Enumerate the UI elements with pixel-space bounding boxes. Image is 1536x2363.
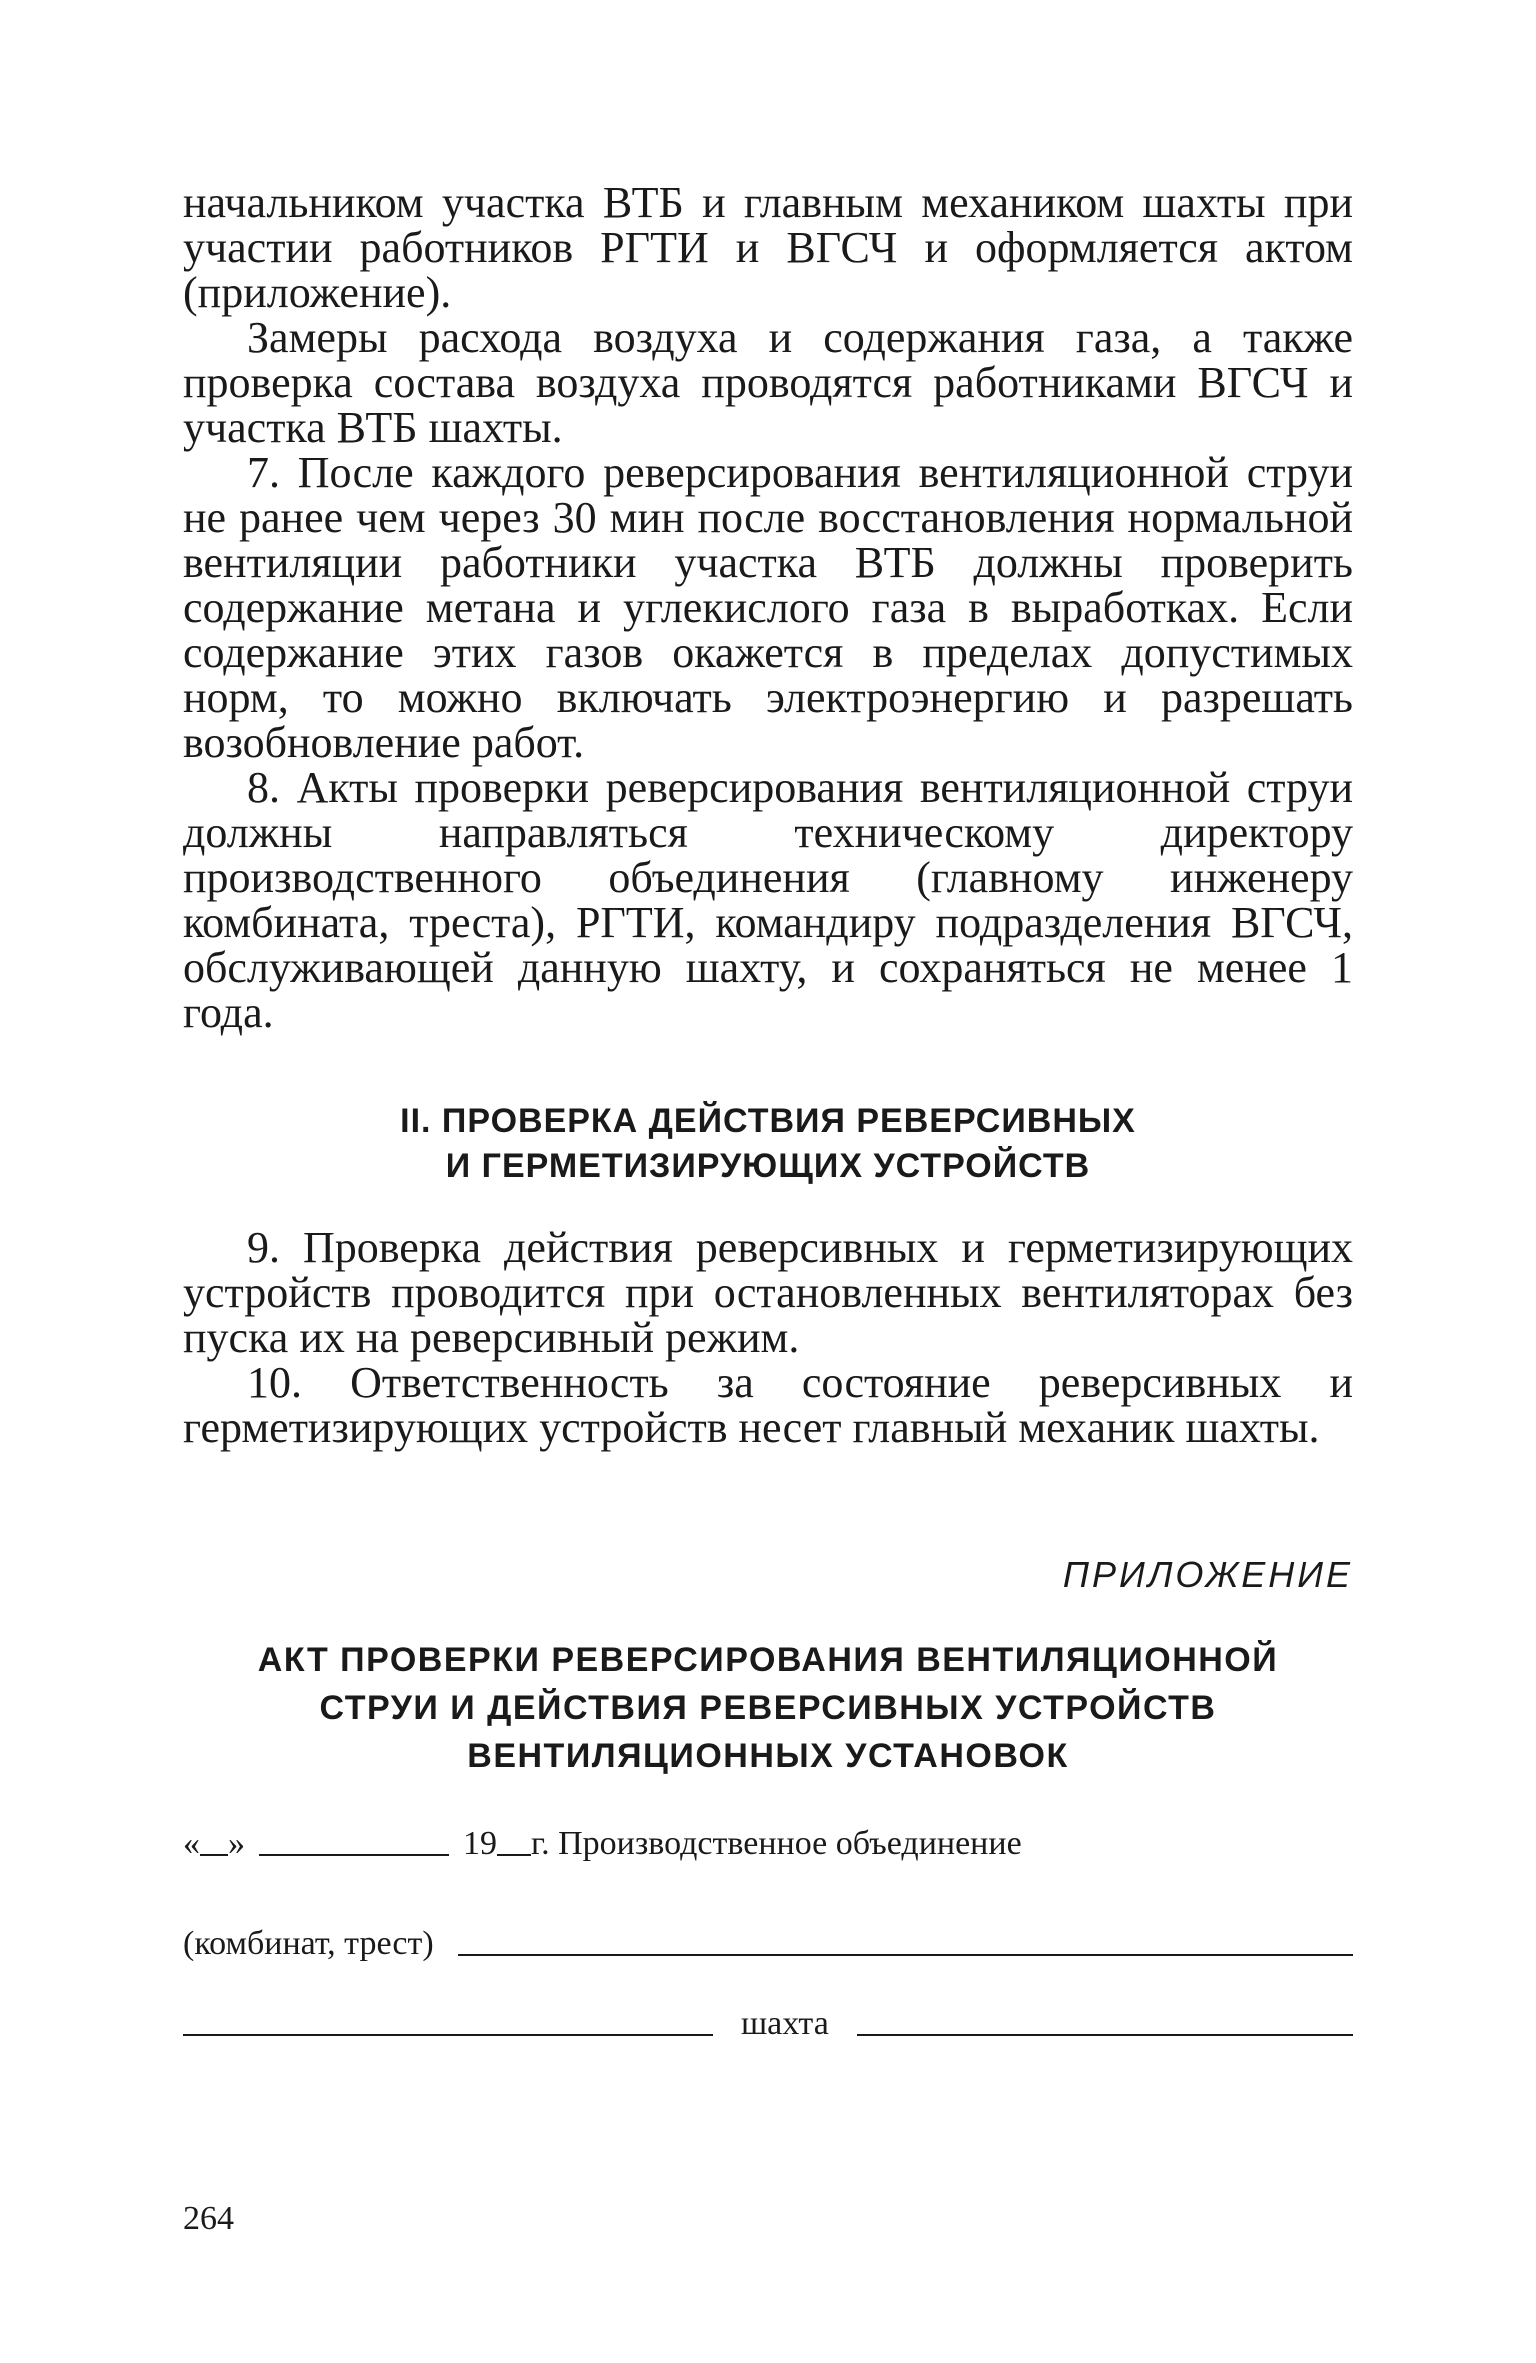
combine-trust-label: (комбинат, трест) (183, 1925, 434, 1962)
body-paragraph-item-7: 7. После каждого реверсирования вентиляционной струи не ранее чем через 30 мин после восстановления нормальной вентиляции работники участка ВТБ должны проверить содержание метана и углекислого газа в выработках. Если содержание этих газов окажется в пределах допустимых норм, то можно включать электроэнергию и разрешать возобновление работ. (183, 448, 1353, 767)
section-heading-line-2: И ГЕРМЕТИЗИРУЮЩИХ УСТРОЙСТВ (445, 1147, 1091, 1185)
date-quote-open: « (183, 1825, 200, 1862)
body-paragraph-continuation: начальником участка ВТБ и главным механиком шахты при участии работников РГТИ и ВГСЧ и оформляется актом (приложение). (183, 178, 1353, 317)
mine-name-blank-left (183, 2034, 713, 2036)
production-association-label: г. Производственное объединение (531, 1825, 1022, 1862)
appendix-label: ПРИЛОЖЕНИЕ (1062, 1554, 1353, 1595)
year-blank (497, 1854, 531, 1856)
mine-line (183, 2004, 1353, 2044)
day-blank (200, 1854, 228, 1856)
date-quote-close: » (228, 1825, 245, 1862)
body-paragraph-measurements: Замеры расхода воздуха и содержания газа, а также проверка состава воздуха проводятся работниками ВГСЧ и участка ВТБ шахты. (183, 313, 1353, 452)
year-prefix: 19 (463, 1825, 497, 1862)
act-title-line-2: СТРУИ И ДЕЙСТВИЯ РЕВЕРСИВНЫХ УСТРОЙСТВ (319, 1689, 1217, 1727)
page-number: 264 (183, 2200, 234, 2237)
act-date-line (183, 1824, 1353, 1864)
combine-trust-line (183, 1924, 1353, 1964)
act-title-line-3: ВЕНТИЛЯЦИОННЫХ УСТАНОВОК (467, 1737, 1069, 1775)
mine-label: шахта (741, 2005, 829, 2042)
body-paragraph-item-8: 8. Акты проверки реверсирования вентиляционной струи должны направляться техническому директору производственного объединения (главному инженеру комбината, треста), РГТИ, командиру подразделения ВГСЧ, обслуживающей данную шахту, и сохраняться не менее 1 года. (183, 763, 1353, 1037)
document-page (183, 180, 1353, 2044)
mine-name-blank-right (857, 2034, 1353, 2036)
body-paragraph-item-10: 10. Ответственность за состояние реверсивных и герметизирующих устройств несет главный механик шахты. (183, 1358, 1353, 1452)
act-title-line-1: АКТ ПРОВЕРКИ РЕВЕРСИРОВАНИЯ ВЕНТИЛЯЦИОННОЙ (257, 1641, 1279, 1679)
section-heading-line-1: II. ПРОВЕРКА ДЕЙСТВИЯ РЕВЕРСИВНЫХ (400, 1102, 1136, 1140)
combine-trust-blank (458, 1954, 1353, 1956)
body-paragraph-item-9: 9. Проверка действия реверсивных и герметизирующих устройств проводится при остановленных вентиляторах без пуска их на реверсивный режим. (183, 1223, 1353, 1362)
month-blank (259, 1854, 449, 1856)
